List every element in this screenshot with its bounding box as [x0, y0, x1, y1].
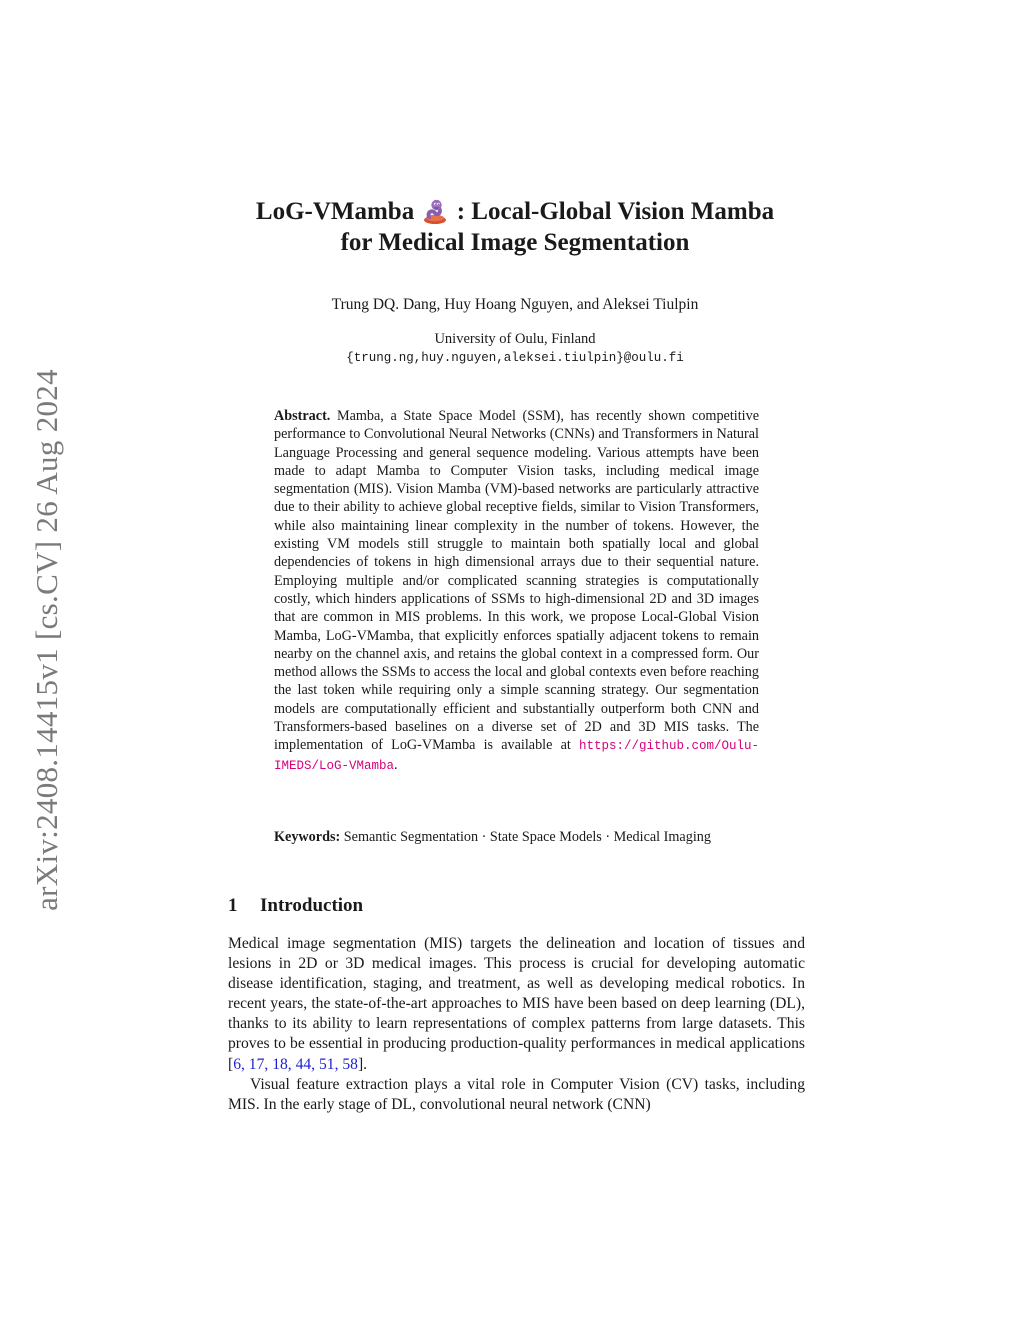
title-part1: LoG-VMamba: [255, 198, 415, 225]
abstract: [274, 407, 759, 775]
snake-mascot-icon: [421, 197, 449, 225]
section-heading: [228, 895, 363, 917]
keywords: [274, 828, 759, 846]
abstract-end: .: [394, 756, 398, 773]
title-part2: : Local-Global Vision Mamba: [456, 198, 775, 225]
section-title: Introduction: [260, 895, 364, 916]
arxiv-id: arXiv:2408.14415v1 [cs.CV] 26 Aug 2024: [29, 369, 64, 911]
keywords-label: Keywords:: [274, 829, 341, 845]
citation-links[interactable]: 6, 17, 18, 44, 51, 58: [233, 1055, 358, 1073]
intro-p1-text: Medical image segmentation (MIS) targets the delineation and location of tissues and lesions in 2D or 3D medical images. This process is crucial for developing automatic disease identification, staging, and treatment, as well as developing medical robotics. In recent years, the state-of-the-art approaches to MIS have been based on deep learning (DL), thanks to its ability to learn representations of complex patterns from large datasets. This proves to be essential in producing production-quality performances in medical applications [: [228, 935, 805, 1073]
intro-body: [228, 934, 805, 1115]
abstract-text: Mamba, a State Space Model (SSM), has recently shown competitive performance to Convolutional Neural Networks (CNNs) and Transformers in Natural Language Processing and general sequence modeling. Various attempts have been made to adapt Mamba to Computer Vision tasks, including medical image segmentation (MIS). Vision Mamba (VM)-based networks are particularly attractive due to their ability to achieve global receptive fields, similar to Vision Transformers, while also maintaining linear complexity in the number of tokens. However, the existing VM models still struggle to maintain both spatially local and global dependencies of tokens in high dimensional arrays due to their sequential nature. Employing multiple and/or complicated scanning strategies is computationally costly, which hinders applications of SSMs to high-dimensional 2D and 3D images that are common in MIS problems. In this work, we propose Local-Global Vision Mamba, LoG-VMamba, that explicitly enforces spatially adjacent tokens to remain nearby on the channel axis, and retains the global context in a compressed form. Our method allows the SSMs to access the local and global contexts even before reaching the last token while requiring only a simple scanning strategy. Our segmentation models are computationally efficient and substantially outperform both CNN and Transformers-based baselines on a diverse set of 2D and 3D MIS tasks. The implementation of LoG-VMamba is available at: [274, 408, 759, 754]
affiliation: University of Oulu, Finland: [434, 331, 596, 347]
author-emails: {trung.ng,huy.nguyen,aleksei.tiulpin}@oulu.fi: [346, 351, 684, 365]
intro-p1-end: ].: [357, 1055, 368, 1073]
affiliation-block: [220, 330, 810, 368]
intro-paragraph-1: [228, 934, 805, 1075]
abstract-label: Abstract.: [274, 408, 331, 424]
code-repo-link[interactable]: https://github.com/Oulu-IMEDS/LoG-VMamba: [274, 739, 759, 773]
section-number: 1: [228, 895, 238, 916]
intro-paragraph-2: Visual feature extraction plays a vital role in Computer Vision (CV) tasks, including MIS. In the early stage of DL, convolutional neural network (CNN): [228, 1075, 805, 1113]
title-line2: for Medical Image Segmentation: [340, 229, 690, 256]
keywords-text: Semantic Segmentation · State Space Models · Medical Imaging: [340, 829, 711, 845]
author-list: Trung DQ. Dang, Huy Hoang Nguyen, and Aleksei Tiulpin: [331, 296, 699, 313]
paper-title: [220, 196, 810, 258]
